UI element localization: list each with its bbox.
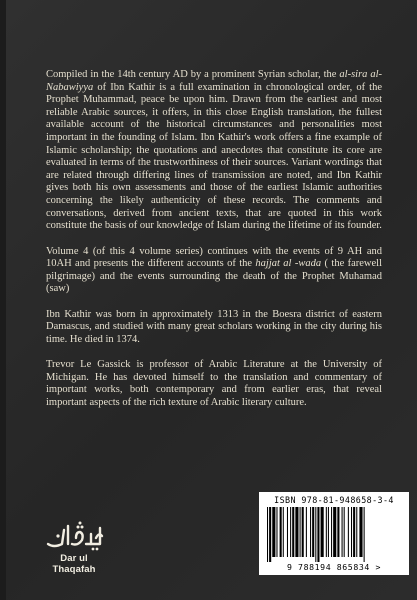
p1-text-a: Compiled in the 14th century AD by a prominent Syrian scholar, the [46, 69, 340, 80]
translator-bio: Trevor Le Gassick is professor of Arabic Literature at the University of Michigan. He has devoted himself to the translation and commentary of important works, both contemporary and from earlier eras, that reveal important aspects of the rich texture of Arabic literary culture. [46, 359, 382, 409]
p2-text-b: ( the farewell pilgrimage) and the events surrounding the death of the Prophet Muhamad (saw) [46, 258, 383, 295]
p2-term: hajjat al -wada [255, 258, 322, 270]
publisher-arabic-calligraphy [44, 518, 104, 552]
isbn-barcode [259, 492, 409, 575]
ean-number: 9 788194 865834 [286, 562, 370, 572]
p1-book-title: al-sira al-Nabawiyya [46, 69, 383, 93]
description-paragraph-2 [46, 246, 382, 296]
description-paragraph-1 [46, 69, 382, 233]
publisher-logo [36, 518, 110, 575]
ean-arrow: > [375, 562, 381, 572]
ean-digits [259, 562, 409, 572]
back-cover-text [46, 69, 382, 422]
barcode-bars [267, 507, 401, 562]
author-bio: Ibn Kathir was born in approximately 1313 in the Boesra district of eastern Damascus, and studied with many great scholars working in the city during his time. He died in 1374. [46, 308, 382, 345]
isbn-label: ISBN 978-81-948658-3-4 [274, 495, 394, 505]
p1-text-b: of Ibn Kathir is a full examination in chronological order, of the Prophet Muhammad, peace be upon him. Drawn from the earliest and most reliable Arabic sources, it offers, in this close English translation, the fullest available account of the historical circumstances and personalities most important in the founding of Islam. Ibn Kathir's work offers a fine example of Islamic scholarship; the quotations and anecdotes that constitute its core are evaluated in terms of the trustworthiness of their sources. Variant wordings that are related through differing lines of transmission are noted, and Ibn Kathir gives both his own assessments and those of the earliest Islamic authorities concerning the likely authenticity of these records. The comments and conversations, derived from ancient texts, that are quoted in this work constitute the basis of our knowledge of Islam during the lifetime of its founder. [46, 81, 382, 232]
p2-text-a: Volume 4 (of this 4 volume series) continues with the events of 9 AH and 10AH and presents the different accounts of the [46, 245, 382, 270]
publisher-name: Dar ul Thaqafah [52, 553, 96, 575]
